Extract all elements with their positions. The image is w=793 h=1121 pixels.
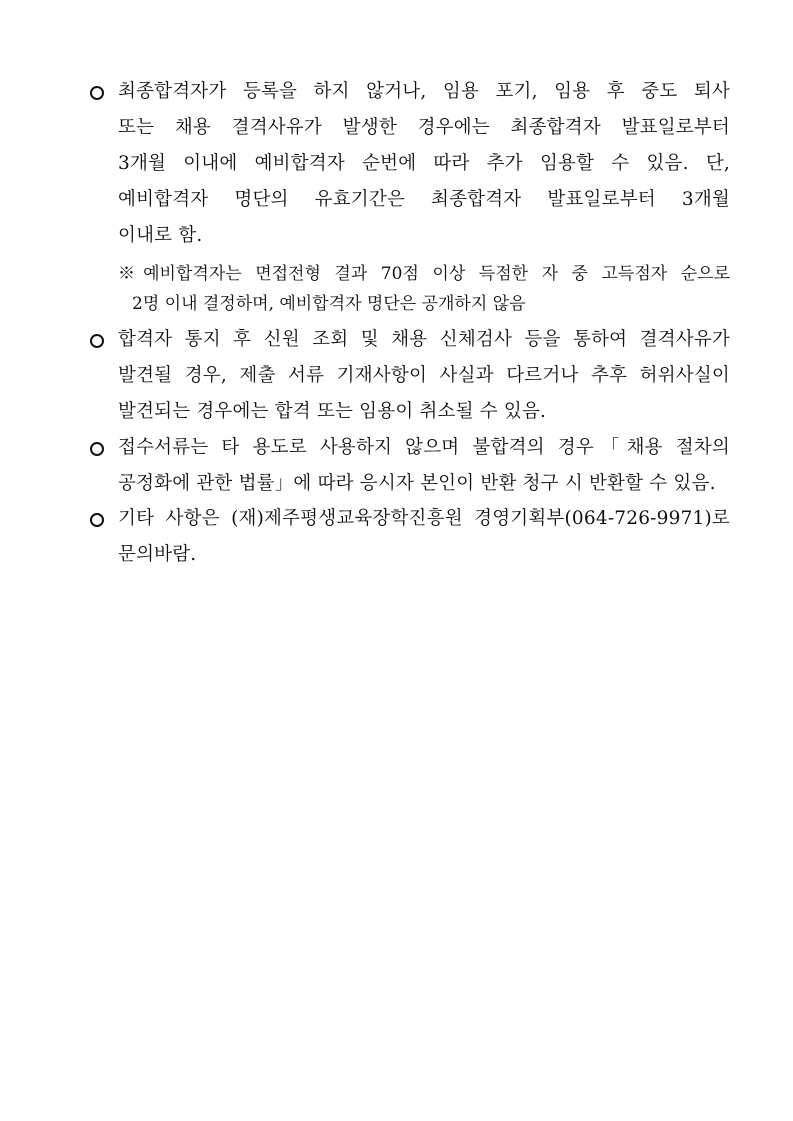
text-line: 3개월 이내에 예비합격자 순번에 따라 추가 임용할 수 있음. 단, [118, 153, 730, 174]
note-line: 2명 이내 결정하며, 예비합격자 명단은 공개하지 않음 [132, 294, 526, 314]
text-line: 또는 채용 결격사유가 발생한 경우에는 최종합격자 발표일로부터 [118, 117, 730, 138]
note-line: ※예비합격자는 면접전형 결과 70점 이상 득점한 자 중 고득점자 순으로 [118, 264, 730, 284]
notice-item-text [118, 436, 730, 508]
circle-bullet-icon [90, 334, 104, 348]
text-line: 접수서류는 타 용도로 사용하지 않으며 불합격의 경우「채용 절차의 [118, 437, 730, 458]
text-line: 발견될 경우, 제출 서류 기재사항이 사실과 다르거나 추후 허위사실이 [118, 365, 730, 386]
text-line: 합격자 통지 후 신원 조회 및 채용 신체검사 등을 통하여 결격사유가 [118, 329, 730, 350]
text-line: 기타 사항은 (재)제주평생교육장학진흥원 경영기획부(064-726-9971)로 [118, 508, 730, 529]
notice-item-text [118, 328, 730, 436]
text-line: 발견되는 경우에는 합격 또는 임용이 취소될 수 있음. [118, 401, 547, 422]
reserve-candidate-note [118, 263, 730, 323]
circle-bullet-icon [90, 513, 104, 527]
text-line: 최종합격자가 등록을 하지 않거나, 임용 포기, 임용 후 중도 퇴사 [118, 81, 730, 102]
circle-bullet-icon [90, 86, 104, 100]
text-line: 예비합격자 명단의 유효기간은 최종합격자 발표일로부터 3개월 [118, 189, 730, 210]
text-line: 공정화에 관한 법률」에 따라 응시자 본인이 반환 청구 시 반환할 수 있음. [118, 473, 716, 494]
notice-item-text [118, 80, 730, 260]
circle-bullet-icon [90, 442, 104, 456]
text-line: 문의바람. [118, 544, 197, 565]
notice-item-text [118, 507, 730, 579]
text-line: 이내로 함. [118, 225, 203, 246]
